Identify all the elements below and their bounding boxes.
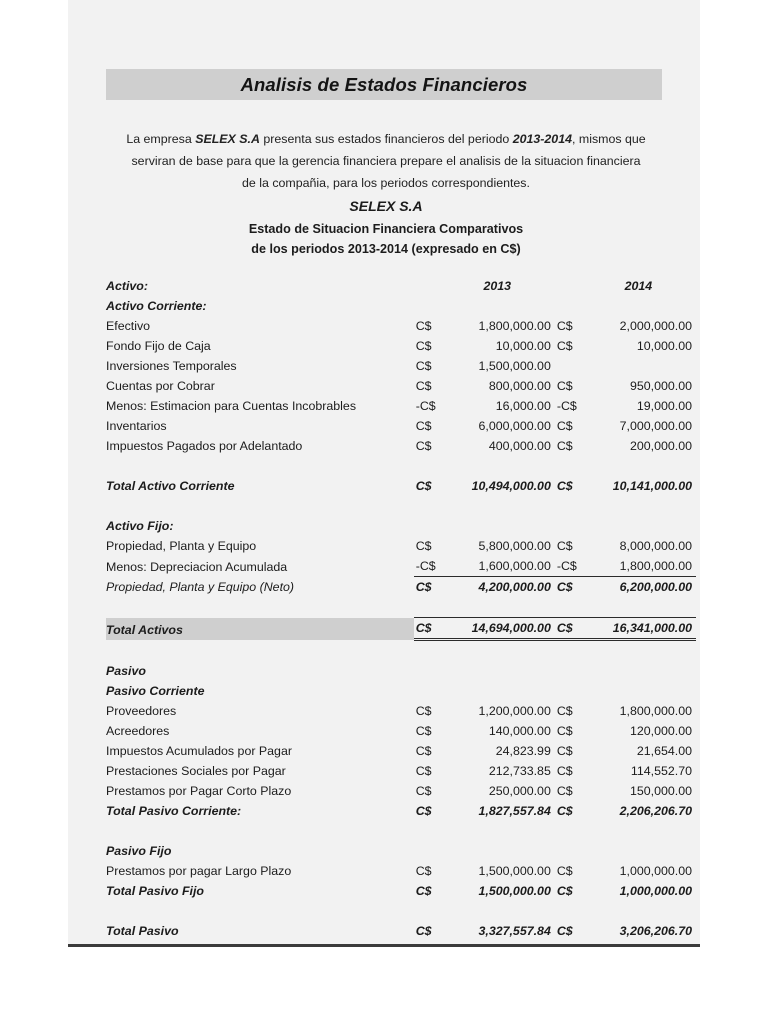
- currency-2014: C$: [556, 439, 573, 453]
- currency-2013: C$: [415, 539, 432, 553]
- section-header-activo-fijo: Activo Fijo:: [106, 519, 174, 533]
- section-header-pasivo-fijo: Pasivo Fijo: [106, 844, 172, 858]
- table-row: [106, 921, 696, 941]
- currency-2014: C$: [556, 804, 573, 818]
- company-name-heading: SELEX S.A: [349, 198, 423, 214]
- table-row: [106, 556, 696, 577]
- row-label: Propiedad, Planta y Equipo: [106, 539, 257, 553]
- table-row: [106, 416, 696, 436]
- value-2014: 8,000,000.00: [619, 539, 692, 553]
- value-2013: 16,000.00: [495, 399, 551, 413]
- intro-paragraph: [126, 128, 646, 194]
- table-row: [106, 701, 696, 721]
- value-2013: 5,800,000.00: [478, 539, 551, 553]
- value-2013: 250,000.00: [488, 784, 551, 798]
- value-2014: 950,000.00: [629, 379, 692, 393]
- currency-2013: C$: [414, 618, 444, 640]
- currency-2014: -C$: [556, 559, 577, 573]
- table-row: [106, 861, 696, 881]
- table-row: [106, 801, 696, 821]
- currency-2013: C$: [415, 764, 432, 778]
- currency-2014: C$: [556, 379, 573, 393]
- intro-period: 2013-2014: [512, 132, 572, 147]
- document-title-banner: [106, 69, 662, 100]
- table-row: [106, 396, 696, 416]
- value-2014: 200,000.00: [629, 439, 692, 453]
- value-2013: 212,733.85: [488, 764, 551, 778]
- currency-2013: C$: [415, 864, 432, 878]
- row-label: Cuentas por Cobrar: [106, 379, 215, 393]
- value-2013: 24,823.99: [495, 744, 551, 758]
- currency-2013: C$: [415, 744, 432, 758]
- currency-2013: C$: [415, 784, 432, 798]
- value-2014: 1,800,000.00: [619, 704, 692, 718]
- value-2013: 14,694,000.00: [444, 618, 555, 640]
- currency-2013: C$: [415, 704, 432, 718]
- currency-2014: C$: [556, 704, 573, 718]
- column-header-2014: 2014: [624, 279, 653, 293]
- intro-part2: presenta sus estados financieros del periodo: [259, 132, 513, 147]
- statement-title-line2: de los periodos 2013-2014 (expresado en C$): [251, 242, 521, 256]
- row-label: Impuestos Acumulados por Pagar: [106, 744, 292, 758]
- value-2013: 1,500,000.00: [478, 359, 551, 373]
- value-2014: 21,654.00: [636, 744, 692, 758]
- row-label: Inversiones Temporales: [106, 359, 237, 373]
- currency-2014: C$: [556, 784, 573, 798]
- row-label: Fondo Fijo de Caja: [106, 339, 211, 353]
- currency-2014: C$: [556, 319, 573, 333]
- table-row: [106, 376, 696, 396]
- currency-2013: C$: [415, 439, 432, 453]
- currency-2014: -C$: [556, 399, 577, 413]
- intro-part3: , mismos que serviran de base para que la gerencia financiera prepare el analisis de la situacion financiera de la compañia, para los periodos correspondientes.: [131, 132, 646, 191]
- currency-2014: C$: [556, 744, 573, 758]
- row-label: Acreedores: [106, 724, 170, 738]
- currency-2014: C$: [556, 924, 573, 938]
- row-label: Proveedores: [106, 704, 177, 718]
- value-2014: 150,000.00: [629, 784, 692, 798]
- row-label: Efectivo: [106, 319, 151, 333]
- value-2013: 4,200,000.00: [444, 577, 555, 598]
- currency-2014: C$: [556, 724, 573, 738]
- value-2014: 2,206,206.70: [619, 804, 692, 818]
- currency-2014: C$: [556, 539, 573, 553]
- row-label: Inventarios: [106, 419, 167, 433]
- section-header-pasivo: Pasivo: [106, 664, 146, 678]
- intro-part1: La empresa: [126, 132, 196, 147]
- table-row: [106, 356, 696, 376]
- row-label: Propiedad, Planta y Equipo (Neto): [106, 580, 295, 594]
- value-2013: 1,600,000.00: [478, 559, 551, 573]
- row-spacer: [106, 456, 696, 476]
- value-2013: 6,000,000.00: [478, 419, 551, 433]
- value-2014: 1,000,000.00: [619, 884, 692, 898]
- currency-2014: C$: [556, 764, 573, 778]
- row-label: Prestamos por Pagar Corto Plazo: [106, 784, 292, 798]
- row-label: Menos: Depreciacion Acumulada: [106, 559, 288, 574]
- currency-2014: C$: [556, 339, 573, 353]
- table-row: [106, 681, 696, 701]
- currency-2013: C$: [415, 319, 432, 333]
- value-2013: 10,494,000.00: [471, 479, 551, 493]
- currency-2013: C$: [415, 419, 432, 433]
- intro-company-name: SELEX S.A: [195, 132, 260, 147]
- table-row-total-activos: [106, 618, 696, 640]
- section-header-activo-corriente: Activo Corriente:: [106, 299, 207, 313]
- value-2013: 1,827,557.84: [478, 804, 551, 818]
- value-2013: 3,327,557.84: [478, 924, 551, 938]
- table-row: [106, 741, 696, 761]
- table-row: [106, 721, 696, 741]
- table-row: [106, 276, 696, 296]
- currency-2013: C$: [415, 339, 432, 353]
- statement-title-line1: Estado de Situacion Financiera Comparativos: [248, 222, 524, 236]
- row-label: Total Activo Corriente: [106, 479, 235, 493]
- value-2014: 2,000,000.00: [619, 319, 692, 333]
- currency-2014: C$: [556, 419, 573, 433]
- row-spacer: [106, 640, 696, 662]
- row-label: Total Pasivo Fijo: [106, 884, 204, 898]
- value-2014: 3,206,206.70: [619, 924, 692, 938]
- row-label: Menos: Estimacion para Cuentas Incobrables: [106, 399, 357, 413]
- value-2013: 140,000.00: [488, 724, 551, 738]
- row-label: Impuestos Pagados por Adelantado: [106, 439, 303, 453]
- table-row: [106, 476, 696, 496]
- currency-2013: C$: [414, 577, 444, 598]
- spacer-cell: [414, 276, 444, 296]
- currency-2013: C$: [415, 804, 432, 818]
- currency-2014: C$: [555, 577, 585, 598]
- section-header-pasivo-corriente: Pasivo Corriente: [106, 684, 205, 698]
- row-spacer: [106, 821, 696, 841]
- value-2014: 1,800,000.00: [619, 559, 692, 573]
- page-title: Analisis de Estados Financieros: [240, 73, 528, 95]
- currency-2014: C$: [555, 618, 585, 640]
- value-2014: 6,200,000.00: [585, 577, 696, 598]
- value-2014: 114,552.70: [630, 764, 692, 778]
- row-spacer: [106, 597, 696, 618]
- table-row: [106, 336, 696, 356]
- financial-statement-table: [106, 276, 696, 941]
- document-page: [68, 0, 700, 947]
- table-row: [106, 436, 696, 456]
- section-header-activo: Activo:: [106, 279, 148, 293]
- table-row: [106, 296, 696, 316]
- currency-2013: C$: [415, 884, 432, 898]
- currency-2014: C$: [556, 479, 573, 493]
- table-row: [106, 516, 696, 536]
- value-2013: 1,800,000.00: [478, 319, 551, 333]
- table-row: [106, 761, 696, 781]
- table-row: [106, 781, 696, 801]
- currency-2013: C$: [415, 724, 432, 738]
- value-2014: 10,000.00: [636, 339, 692, 353]
- row-label: Total Pasivo Corriente:: [106, 804, 242, 818]
- currency-2013: C$: [415, 479, 432, 493]
- table-row: [106, 536, 696, 556]
- row-spacer: [106, 901, 696, 921]
- value-2013: 1,200,000.00: [478, 704, 551, 718]
- spacer-cell: [555, 276, 585, 296]
- value-2014: 10,141,000.00: [612, 479, 692, 493]
- value-2014: [585, 356, 696, 376]
- value-2014: 16,341,000.00: [585, 618, 696, 640]
- value-2014: 7,000,000.00: [619, 419, 692, 433]
- currency-2013: -C$: [415, 399, 436, 413]
- value-2013: 400,000.00: [488, 439, 551, 453]
- currency-2013: C$: [415, 924, 432, 938]
- currency-2014: C$: [556, 884, 573, 898]
- table-row: [106, 841, 696, 861]
- currency-2013: C$: [415, 379, 432, 393]
- value-2013: 1,500,000.00: [478, 884, 551, 898]
- column-header-2013: 2013: [483, 279, 512, 293]
- value-2013: 10,000.00: [495, 339, 551, 353]
- table-row: [106, 316, 696, 336]
- value-2013: 800,000.00: [488, 379, 551, 393]
- row-label: Prestamos por pagar Largo Plazo: [106, 864, 292, 878]
- table-row: [106, 881, 696, 901]
- row-label: Prestaciones Sociales por Pagar: [106, 764, 286, 778]
- currency-2013: C$: [415, 359, 432, 373]
- value-2014: 19,000.00: [636, 399, 692, 413]
- value-2013: 1,500,000.00: [478, 864, 551, 878]
- value-2014: 1,000,000.00: [619, 864, 692, 878]
- currency-2013: -C$: [415, 559, 436, 573]
- table-row: [106, 661, 696, 681]
- value-2014: 120,000.00: [629, 724, 692, 738]
- row-label: Total Activos: [106, 618, 414, 640]
- table-row: [106, 577, 696, 598]
- row-label: Total Pasivo: [106, 924, 179, 938]
- currency-2014: [555, 356, 585, 376]
- currency-2014: C$: [556, 864, 573, 878]
- row-spacer: [106, 496, 696, 516]
